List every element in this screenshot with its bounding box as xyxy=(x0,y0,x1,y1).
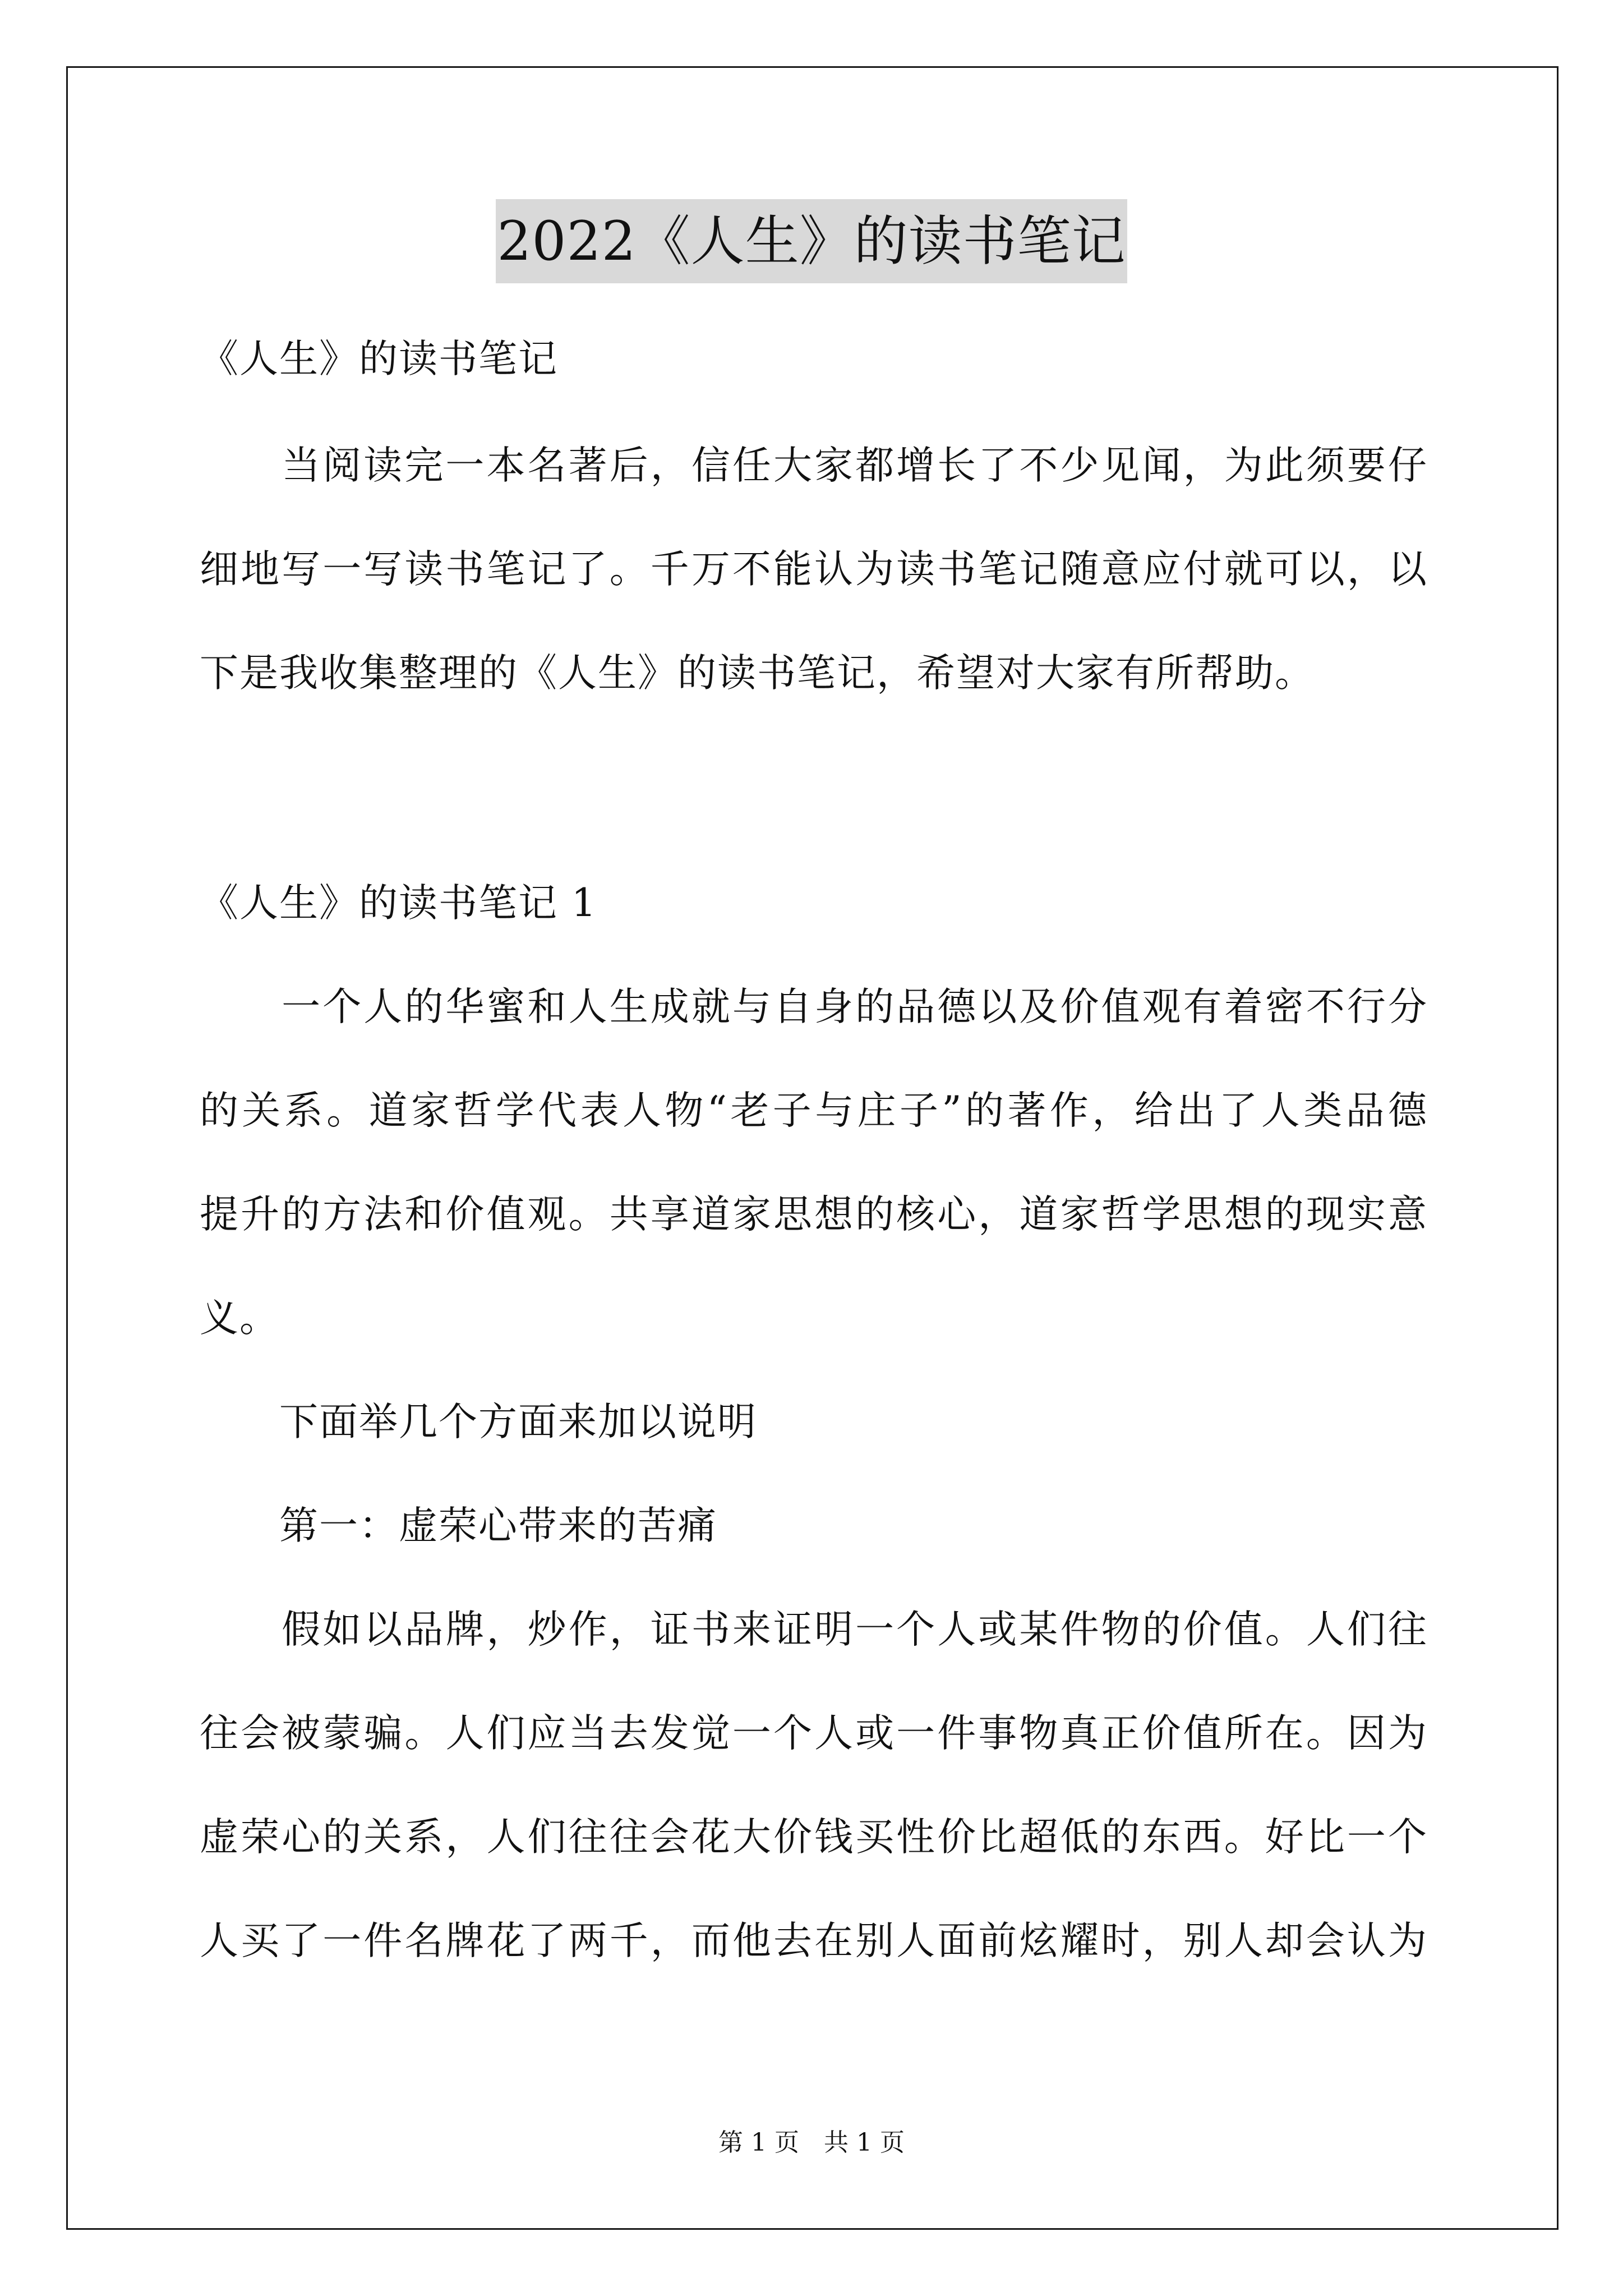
para4-line-3: 虚荣心的关系，人们往往会花大价钱买性价比超低的东西。好比一个 xyxy=(200,1815,1428,1860)
para1-line-2: 的关系。道家哲学代表人物“老子与庄子”的著作，给出了人类品德 xyxy=(200,1088,1428,1133)
intro-line-3: 下是我收集整理的《人生》的读书笔记，希望对大家有所帮助。 xyxy=(200,651,1315,696)
document-title: 2022《人生》的读书笔记 xyxy=(496,199,1127,283)
para1-line-1: 一个人的华蜜和人生成就与自身的品德以及价值观有着密不行分 xyxy=(200,984,1428,1029)
para3: 第一：虚荣心带来的苦痛 xyxy=(200,1503,717,1548)
section-heading: 《人生》的读书笔记 1 xyxy=(200,881,597,926)
page-border xyxy=(66,66,1559,2230)
para4-line-4: 人买了一件名牌花了两千，而他去在别人面前炫耀时，别人却会认为 xyxy=(200,1918,1428,1963)
para1-line-3: 提升的方法和价值观。共享道家思想的核心，道家哲学思想的现实意 xyxy=(200,1192,1428,1237)
intro-line-1: 当阅读完一本名著后，信任大家都增长了不少见闻，为此须要仔 xyxy=(200,443,1428,488)
para4-line-2: 往会被蒙骗。人们应当去发觉一个人或一件事物真正价值所在。因为 xyxy=(200,1711,1428,1756)
subtitle: 《人生》的读书笔记 xyxy=(200,337,558,381)
title-container xyxy=(0,199,1623,283)
para4-line-1: 假如以品牌，炒作，证书来证明一个人或某件物的价值。人们往 xyxy=(200,1607,1428,1652)
intro-line-2: 细地写一写读书笔记了。千万不能认为读书笔记随意应付就可以，以 xyxy=(200,547,1428,592)
page-number-footer: 第 1 页 共 1 页 xyxy=(718,2128,905,2157)
para2: 下面举几个方面来加以说明 xyxy=(200,1400,757,1444)
para1-line-4: 义。 xyxy=(200,1296,279,1341)
